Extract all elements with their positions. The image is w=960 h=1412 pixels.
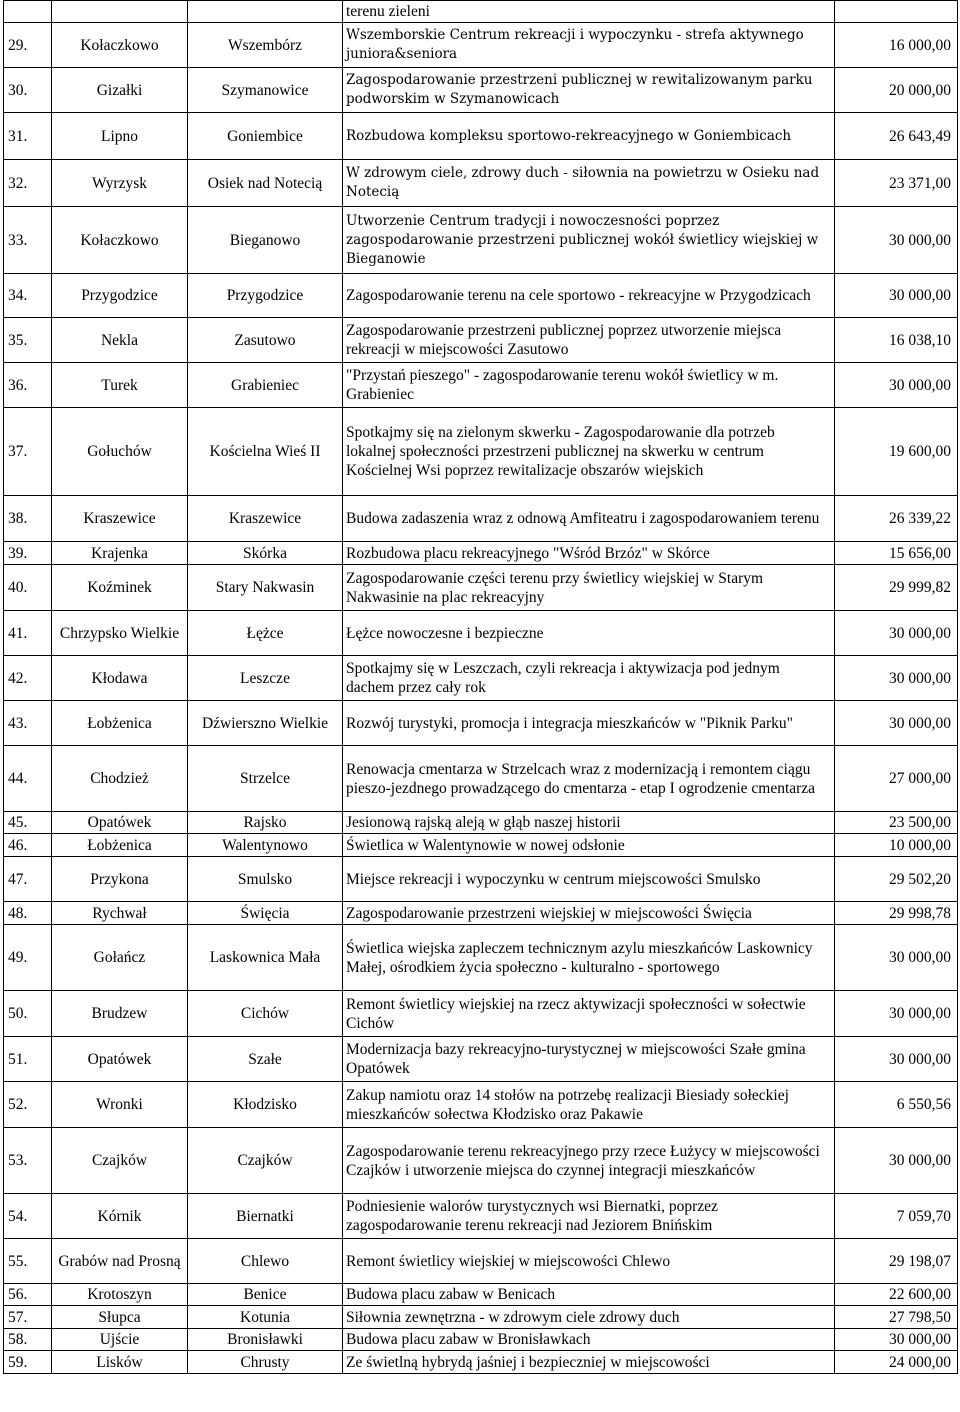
gmina-cell: Przygodzice (52, 274, 188, 318)
village-cell: Kotunia (188, 1306, 343, 1329)
table-row (4, 1351, 958, 1374)
amount-cell: 23 371,00 (835, 160, 958, 207)
gmina-cell: Lipno (52, 113, 188, 160)
row-number: 56. (4, 1284, 52, 1306)
project-title-cell: Zagospodarowanie terenu na cele sportowo - rekreacyjne w Przygodzicach (343, 274, 835, 318)
amount-cell: 7 059,70 (835, 1194, 958, 1239)
amount-cell: 6 550,56 (835, 1082, 958, 1128)
gmina-cell: Gołańcz (52, 925, 188, 991)
village-cell: Laskownica Mała (188, 925, 343, 991)
table-row (4, 1306, 958, 1329)
gmina-cell: Gizałki (52, 68, 188, 113)
village-cell: Bronisławki (188, 1329, 343, 1351)
gmina-cell: Łobżenica (52, 701, 188, 746)
village-cell: Smulsko (188, 857, 343, 902)
amount-cell: 15 656,00 (835, 542, 958, 565)
row-number: 50. (4, 991, 52, 1037)
row-number: 45. (4, 812, 52, 834)
table-row (4, 991, 958, 1037)
gmina-cell: Chodzież (52, 746, 188, 812)
village-cell: Chrusty (188, 1351, 343, 1374)
table-row (4, 160, 958, 207)
row-number: 40. (4, 565, 52, 611)
row-number: 55. (4, 1239, 52, 1284)
row-number: 58. (4, 1329, 52, 1351)
project-title-cell: Świetlica w Walentynowie w nowej odsłonie (343, 834, 835, 857)
village-cell: Szymanowice (188, 68, 343, 113)
table-row (4, 834, 958, 857)
gmina-cell: Kłodawa (52, 656, 188, 701)
row-number: 59. (4, 1351, 52, 1374)
table-row (4, 496, 958, 542)
project-title-cell: Zagospodarowanie przestrzeni wiejskiej w miejscowości Święcia (343, 902, 835, 925)
village-cell: Skórka (188, 542, 343, 565)
gmina-cell (52, 1, 188, 23)
table-row (4, 611, 958, 656)
village-cell: Benice (188, 1284, 343, 1306)
table-row (4, 565, 958, 611)
row-number: 57. (4, 1306, 52, 1329)
row-number: 30. (4, 68, 52, 113)
amount-cell: 20 000,00 (835, 68, 958, 113)
amount-cell: 30 000,00 (835, 207, 958, 274)
village-cell: Rajsko (188, 812, 343, 834)
row-number: 54. (4, 1194, 52, 1239)
amount-cell: 29 198,07 (835, 1239, 958, 1284)
amount-cell: 30 000,00 (835, 1128, 958, 1194)
row-number: 32. (4, 160, 52, 207)
table-row (4, 542, 958, 565)
village-cell: Walentynowo (188, 834, 343, 857)
row-number: 37. (4, 408, 52, 496)
table-row (4, 318, 958, 363)
project-title-cell: Siłownia zewnętrzna - w zdrowym ciele zdrowy duch (343, 1306, 835, 1329)
gmina-cell: Krotoszyn (52, 1284, 188, 1306)
project-title-cell: Zagospodarowanie przestrzeni publicznej w rewitalizowanym parku podworskim w Szymanowicach (343, 68, 835, 113)
project-title-cell: Spotkajmy się w Leszczach, czyli rekreacja i aktywizacja pod jednym dachem przez cały rok (343, 656, 835, 701)
row-number: 47. (4, 857, 52, 902)
project-title-cell: Miejsce rekreacji i wypoczynku w centrum miejscowości Smulsko (343, 857, 835, 902)
table-row (4, 1239, 958, 1284)
row-number: 35. (4, 318, 52, 363)
table-row (4, 1194, 958, 1239)
village-cell: Kościelna Wieś II (188, 408, 343, 496)
amount-cell: 30 000,00 (835, 656, 958, 701)
amount-cell: 29 998,78 (835, 902, 958, 925)
village-cell: Szałe (188, 1037, 343, 1082)
village-cell: Przygodzice (188, 274, 343, 318)
gmina-cell: Nekla (52, 318, 188, 363)
table-row (4, 1329, 958, 1351)
gmina-cell: Opatówek (52, 812, 188, 834)
amount-cell (835, 1, 958, 23)
gmina-cell: Przykona (52, 857, 188, 902)
row-number: 52. (4, 1082, 52, 1128)
amount-cell: 22 600,00 (835, 1284, 958, 1306)
table-row (4, 1284, 958, 1306)
table-row (4, 1037, 958, 1082)
amount-cell: 19 600,00 (835, 408, 958, 496)
village-cell: Dźwierszno Wielkie (188, 701, 343, 746)
project-title-cell: "Przystań pieszego" - zagospodarowanie terenu wokół świetlicy w m. Grabieniec (343, 363, 835, 408)
amount-cell: 24 000,00 (835, 1351, 958, 1374)
gmina-cell: Kórnik (52, 1194, 188, 1239)
gmina-cell: Kraszewice (52, 496, 188, 542)
village-cell: Cichów (188, 991, 343, 1037)
village-cell: Łężce (188, 611, 343, 656)
project-title-cell: Rozwój turystyki, promocja i integracja mieszkańców w "Piknik Parku" (343, 701, 835, 746)
amount-cell: 30 000,00 (835, 925, 958, 991)
project-title-cell: Modernizacja bazy rekreacyjno-turystycznej w miejscowości Szałe gmina Opatówek (343, 1037, 835, 1082)
gmina-cell: Wronki (52, 1082, 188, 1128)
row-number: 31. (4, 113, 52, 160)
amount-cell: 27 798,50 (835, 1306, 958, 1329)
row-number: 36. (4, 363, 52, 408)
gmina-cell: Gołuchów (52, 408, 188, 496)
amount-cell: 26 643,49 (835, 113, 958, 160)
table-row (4, 925, 958, 991)
table-row (4, 1128, 958, 1194)
amount-cell: 30 000,00 (835, 991, 958, 1037)
village-cell: Osiek nad Notecią (188, 160, 343, 207)
village-cell: Czajków (188, 1128, 343, 1194)
row-number: 53. (4, 1128, 52, 1194)
project-title-cell: Remont świetlicy wiejskiej w miejscowości Chlewo (343, 1239, 835, 1284)
gmina-cell: Opatówek (52, 1037, 188, 1082)
table-row (4, 1082, 958, 1128)
table-row (4, 274, 958, 318)
project-title-cell: Budowa placu zabaw w Bronisławkach (343, 1329, 835, 1351)
row-number: 29. (4, 23, 52, 68)
village-cell: Święcia (188, 902, 343, 925)
amount-cell: 30 000,00 (835, 701, 958, 746)
village-cell: Leszcze (188, 656, 343, 701)
amount-cell: 29 502,20 (835, 857, 958, 902)
project-title-cell: Świetlica wiejska zapleczem technicznym azylu mieszkańców Laskownicy Małej, ośrodkiem życia społeczno - kulturalno - sportowego (343, 925, 835, 991)
row-number: 46. (4, 834, 52, 857)
project-title-cell: Budowa placu zabaw w Benicach (343, 1284, 835, 1306)
table-row (4, 68, 958, 113)
gmina-cell: Turek (52, 363, 188, 408)
village-cell: Goniembice (188, 113, 343, 160)
amount-cell: 16 000,00 (835, 23, 958, 68)
village-cell: Kłodzisko (188, 1082, 343, 1128)
gmina-cell: Wyrzysk (52, 160, 188, 207)
project-title-cell: Renowacja cmentarza w Strzelcach wraz z modernizacją i remontem ciągu pieszo-jezdnego prowadzącego do cmentarza - etap I ogrodzenie cmentarza (343, 746, 835, 812)
amount-cell: 27 000,00 (835, 746, 958, 812)
row-number: 39. (4, 542, 52, 565)
table-row (4, 902, 958, 925)
table-row (4, 207, 958, 274)
village-cell: Grabieniec (188, 363, 343, 408)
gmina-cell: Czajków (52, 1128, 188, 1194)
row-number: 44. (4, 746, 52, 812)
table-row (4, 857, 958, 902)
project-title-cell: Utworzenie Centrum tradycji i nowoczesności poprzez zagospodarowanie przestrzeni publicznej wokół świetlicy wiejskiej w Bieganowie (343, 207, 835, 274)
amount-cell: 30 000,00 (835, 1037, 958, 1082)
village-cell: Strzelce (188, 746, 343, 812)
village-cell: Biernatki (188, 1194, 343, 1239)
project-title-cell: Zagospodarowanie przestrzeni publicznej poprzez utworzenie miejsca rekreacji w miejscowości Zasutowo (343, 318, 835, 363)
village-cell (188, 1, 343, 23)
village-cell: Wszembórz (188, 23, 343, 68)
amount-cell: 29 999,82 (835, 565, 958, 611)
project-title-cell: Rozbudowa placu rekreacyjnego "Wśród Brzóz" w Skórce (343, 542, 835, 565)
project-title-cell: Jesionową rajską aleją w głąb naszej historii (343, 812, 835, 834)
gmina-cell: Krajenka (52, 542, 188, 565)
village-cell: Stary Nakwasin (188, 565, 343, 611)
gmina-cell: Słupca (52, 1306, 188, 1329)
projects-table (3, 0, 958, 1374)
project-title-cell: Rozbudowa kompleksu sportowo-rekreacyjnego w Goniembicach (343, 113, 835, 160)
table-row (4, 23, 958, 68)
table-row (4, 113, 958, 160)
project-title-cell: Wszemborskie Centrum rekreacji i wypoczynku - strefa aktywnego juniora&seniora (343, 23, 835, 68)
gmina-cell: Koźminek (52, 565, 188, 611)
project-title-cell: Spotkajmy się na zielonym skwerku - Zagospodarowanie dla potrzeb lokalnej społeczności przestrzeni publicznej na skwerku w centrum Kościelnej Wsi poprzez rewitalizacje obszarów wiejskich (343, 408, 835, 496)
row-number: 42. (4, 656, 52, 701)
table-row (4, 363, 958, 408)
row-number: 34. (4, 274, 52, 318)
gmina-cell: Chrzypsko Wielkie (52, 611, 188, 656)
row-number: 48. (4, 902, 52, 925)
village-cell: Chlewo (188, 1239, 343, 1284)
gmina-cell: Lisków (52, 1351, 188, 1374)
village-cell: Kraszewice (188, 496, 343, 542)
gmina-cell: Brudzew (52, 991, 188, 1037)
amount-cell: 16 038,10 (835, 318, 958, 363)
gmina-cell: Łobżenica (52, 834, 188, 857)
village-cell: Bieganowo (188, 207, 343, 274)
project-title-cell: Zakup namiotu oraz 14 stołów na potrzebę realizacji Biesiady sołeckiej mieszkańców sołectwa Kłodzisko oraz Pakawie (343, 1082, 835, 1128)
row-number: 43. (4, 701, 52, 746)
amount-cell: 30 000,00 (835, 1329, 958, 1351)
table-row (4, 656, 958, 701)
amount-cell: 30 000,00 (835, 274, 958, 318)
gmina-cell: Rychwał (52, 902, 188, 925)
project-title-cell: W zdrowym ciele, zdrowy duch - siłownia na powietrzu w Osieku nad Notecią (343, 160, 835, 207)
gmina-cell: Ujście (52, 1329, 188, 1351)
gmina-cell: Kołaczkowo (52, 23, 188, 68)
project-title-cell: Zagospodarowanie części terenu przy świetlicy wiejskiej w Starym Nakwasinie na plac rekreacyjny (343, 565, 835, 611)
row-number: 38. (4, 496, 52, 542)
amount-cell: 23 500,00 (835, 812, 958, 834)
table-row (4, 746, 958, 812)
table-row (4, 408, 958, 496)
amount-cell: 30 000,00 (835, 363, 958, 408)
project-title-cell: Ze świetlną hybrydą jaśniej i bezpieczniej w miejscowości (343, 1351, 835, 1374)
project-title-cell: Podniesienie walorów turystycznych wsi Biernatki, poprzez zagospodarowanie terenu rekreacji nad Jeziorem Bnińskim (343, 1194, 835, 1239)
project-title-cell: Łężce nowoczesne i bezpieczne (343, 611, 835, 656)
project-title-cell: Remont świetlicy wiejskiej na rzecz aktywizacji społeczności w sołectwie Cichów (343, 991, 835, 1037)
gmina-cell: Grabów nad Prosną (52, 1239, 188, 1284)
table-row (4, 812, 958, 834)
amount-cell: 10 000,00 (835, 834, 958, 857)
project-title-cell: Zagospodarowanie terenu rekreacyjnego przy rzece Łużycy w miejscowości Czajków i utworzenie miejsca do czynnej integracji mieszkańców (343, 1128, 835, 1194)
row-number: 51. (4, 1037, 52, 1082)
gmina-cell: Kołaczkowo (52, 207, 188, 274)
project-title-cell: terenu zieleni (343, 1, 835, 23)
row-number (4, 1, 52, 23)
village-cell: Zasutowo (188, 318, 343, 363)
amount-cell: 26 339,22 (835, 496, 958, 542)
table-row-fragment (4, 1, 958, 23)
table-row (4, 701, 958, 746)
projects-table-body (4, 1, 958, 1374)
row-number: 33. (4, 207, 52, 274)
project-title-cell: Budowa zadaszenia wraz z odnową Amfiteatru i zagospodarowaniem terenu (343, 496, 835, 542)
row-number: 41. (4, 611, 52, 656)
amount-cell: 30 000,00 (835, 611, 958, 656)
row-number: 49. (4, 925, 52, 991)
